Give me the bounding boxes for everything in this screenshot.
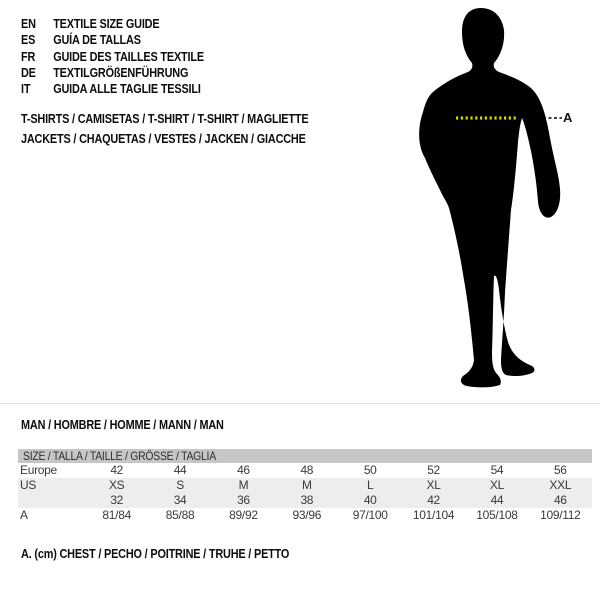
- footnote: A. (cm) CHEST / PECHO / POITRINE / TRUHE / PETTO: [21, 547, 290, 561]
- language-row: [21, 16, 204, 32]
- size-value: 40: [363, 493, 377, 507]
- category-line-tshirts: T-SHIRTS / CAMISETAS / T-SHIRT / T-SHIRT / MAGLIETTE: [21, 112, 309, 126]
- man-silhouette-figure: [405, 8, 565, 388]
- language-label: GUIDE DES TAILLES TEXTILE: [53, 49, 204, 64]
- language-row: [21, 81, 204, 97]
- size-value: 101/104: [412, 508, 455, 522]
- table-row: [18, 493, 592, 508]
- size-value: 36: [237, 493, 250, 507]
- size-value: 42: [110, 463, 124, 477]
- language-label: TEXTILE SIZE GUIDE: [53, 17, 160, 31]
- language-code: IT: [21, 82, 31, 97]
- language-label: TEXTILGRÖßENFÜHRUNG: [53, 65, 189, 80]
- size-value: M: [301, 478, 312, 492]
- size-table-header-text: SIZE / TALLA / TAILLE / GRÖSSE / TAGLIA: [23, 449, 216, 463]
- category-lines: [21, 109, 308, 150]
- size-value: 56: [553, 463, 567, 477]
- divider-line: [0, 403, 600, 404]
- size-value: XL: [489, 478, 504, 492]
- size-value: 89/92: [229, 508, 258, 522]
- size-value: 105/108: [476, 508, 518, 522]
- language-label: GUÍA DE TALLAS: [53, 33, 141, 48]
- size-value: L: [367, 478, 374, 492]
- size-value: 38: [300, 493, 314, 507]
- size-table: [18, 449, 592, 523]
- language-row: [21, 65, 204, 81]
- size-value: 50: [363, 463, 377, 477]
- language-code: DE: [21, 65, 36, 80]
- language-row: [21, 32, 204, 48]
- size-value: 44: [173, 463, 187, 477]
- size-value: 48: [300, 463, 314, 477]
- category-line-jackets: JACKETS / CHAQUETAS / VESTES / JACKEN / GIACCHE: [21, 132, 306, 147]
- size-value: S: [176, 478, 184, 492]
- row-label: US: [20, 478, 37, 492]
- size-value: XXL: [549, 478, 572, 492]
- language-code: FR: [21, 49, 36, 64]
- size-value: 93/96: [292, 508, 322, 522]
- row-label: [18, 493, 85, 508]
- size-value: 54: [490, 463, 504, 477]
- language-code: ES: [21, 33, 36, 48]
- size-value: 109/112: [540, 508, 581, 522]
- size-value: XS: [108, 478, 125, 492]
- measure-label-a: A: [563, 110, 573, 125]
- size-table-header: [18, 449, 592, 463]
- table-row: [18, 478, 592, 493]
- size-value: 32: [110, 493, 124, 507]
- language-code: EN: [21, 17, 36, 31]
- size-value: 46: [553, 493, 567, 507]
- section-title: MAN / HOMBRE / HOMME / MANN / MAN: [21, 418, 224, 432]
- size-value: 52: [427, 463, 440, 477]
- size-value: 44: [490, 493, 504, 507]
- size-value: 97/100: [352, 508, 388, 522]
- row-label: A: [20, 508, 28, 522]
- size-value: 85/88: [165, 508, 195, 522]
- language-row: [21, 49, 204, 65]
- language-list: [21, 16, 204, 97]
- language-label: GUIDA ALLE TAGLIE TESSILI: [53, 82, 201, 97]
- size-value: XL: [426, 478, 441, 492]
- man-body-shape: [419, 8, 560, 387]
- size-value: 81/84: [102, 508, 131, 522]
- table-row: [18, 463, 592, 478]
- size-value: 42: [427, 493, 440, 507]
- size-value: 34: [173, 493, 187, 507]
- table-row: [18, 508, 592, 523]
- size-value: 46: [237, 463, 250, 477]
- row-label: Europe: [20, 463, 57, 477]
- size-value: M: [238, 478, 249, 492]
- size-table-body: [18, 463, 592, 523]
- man-silhouette: [405, 8, 565, 388]
